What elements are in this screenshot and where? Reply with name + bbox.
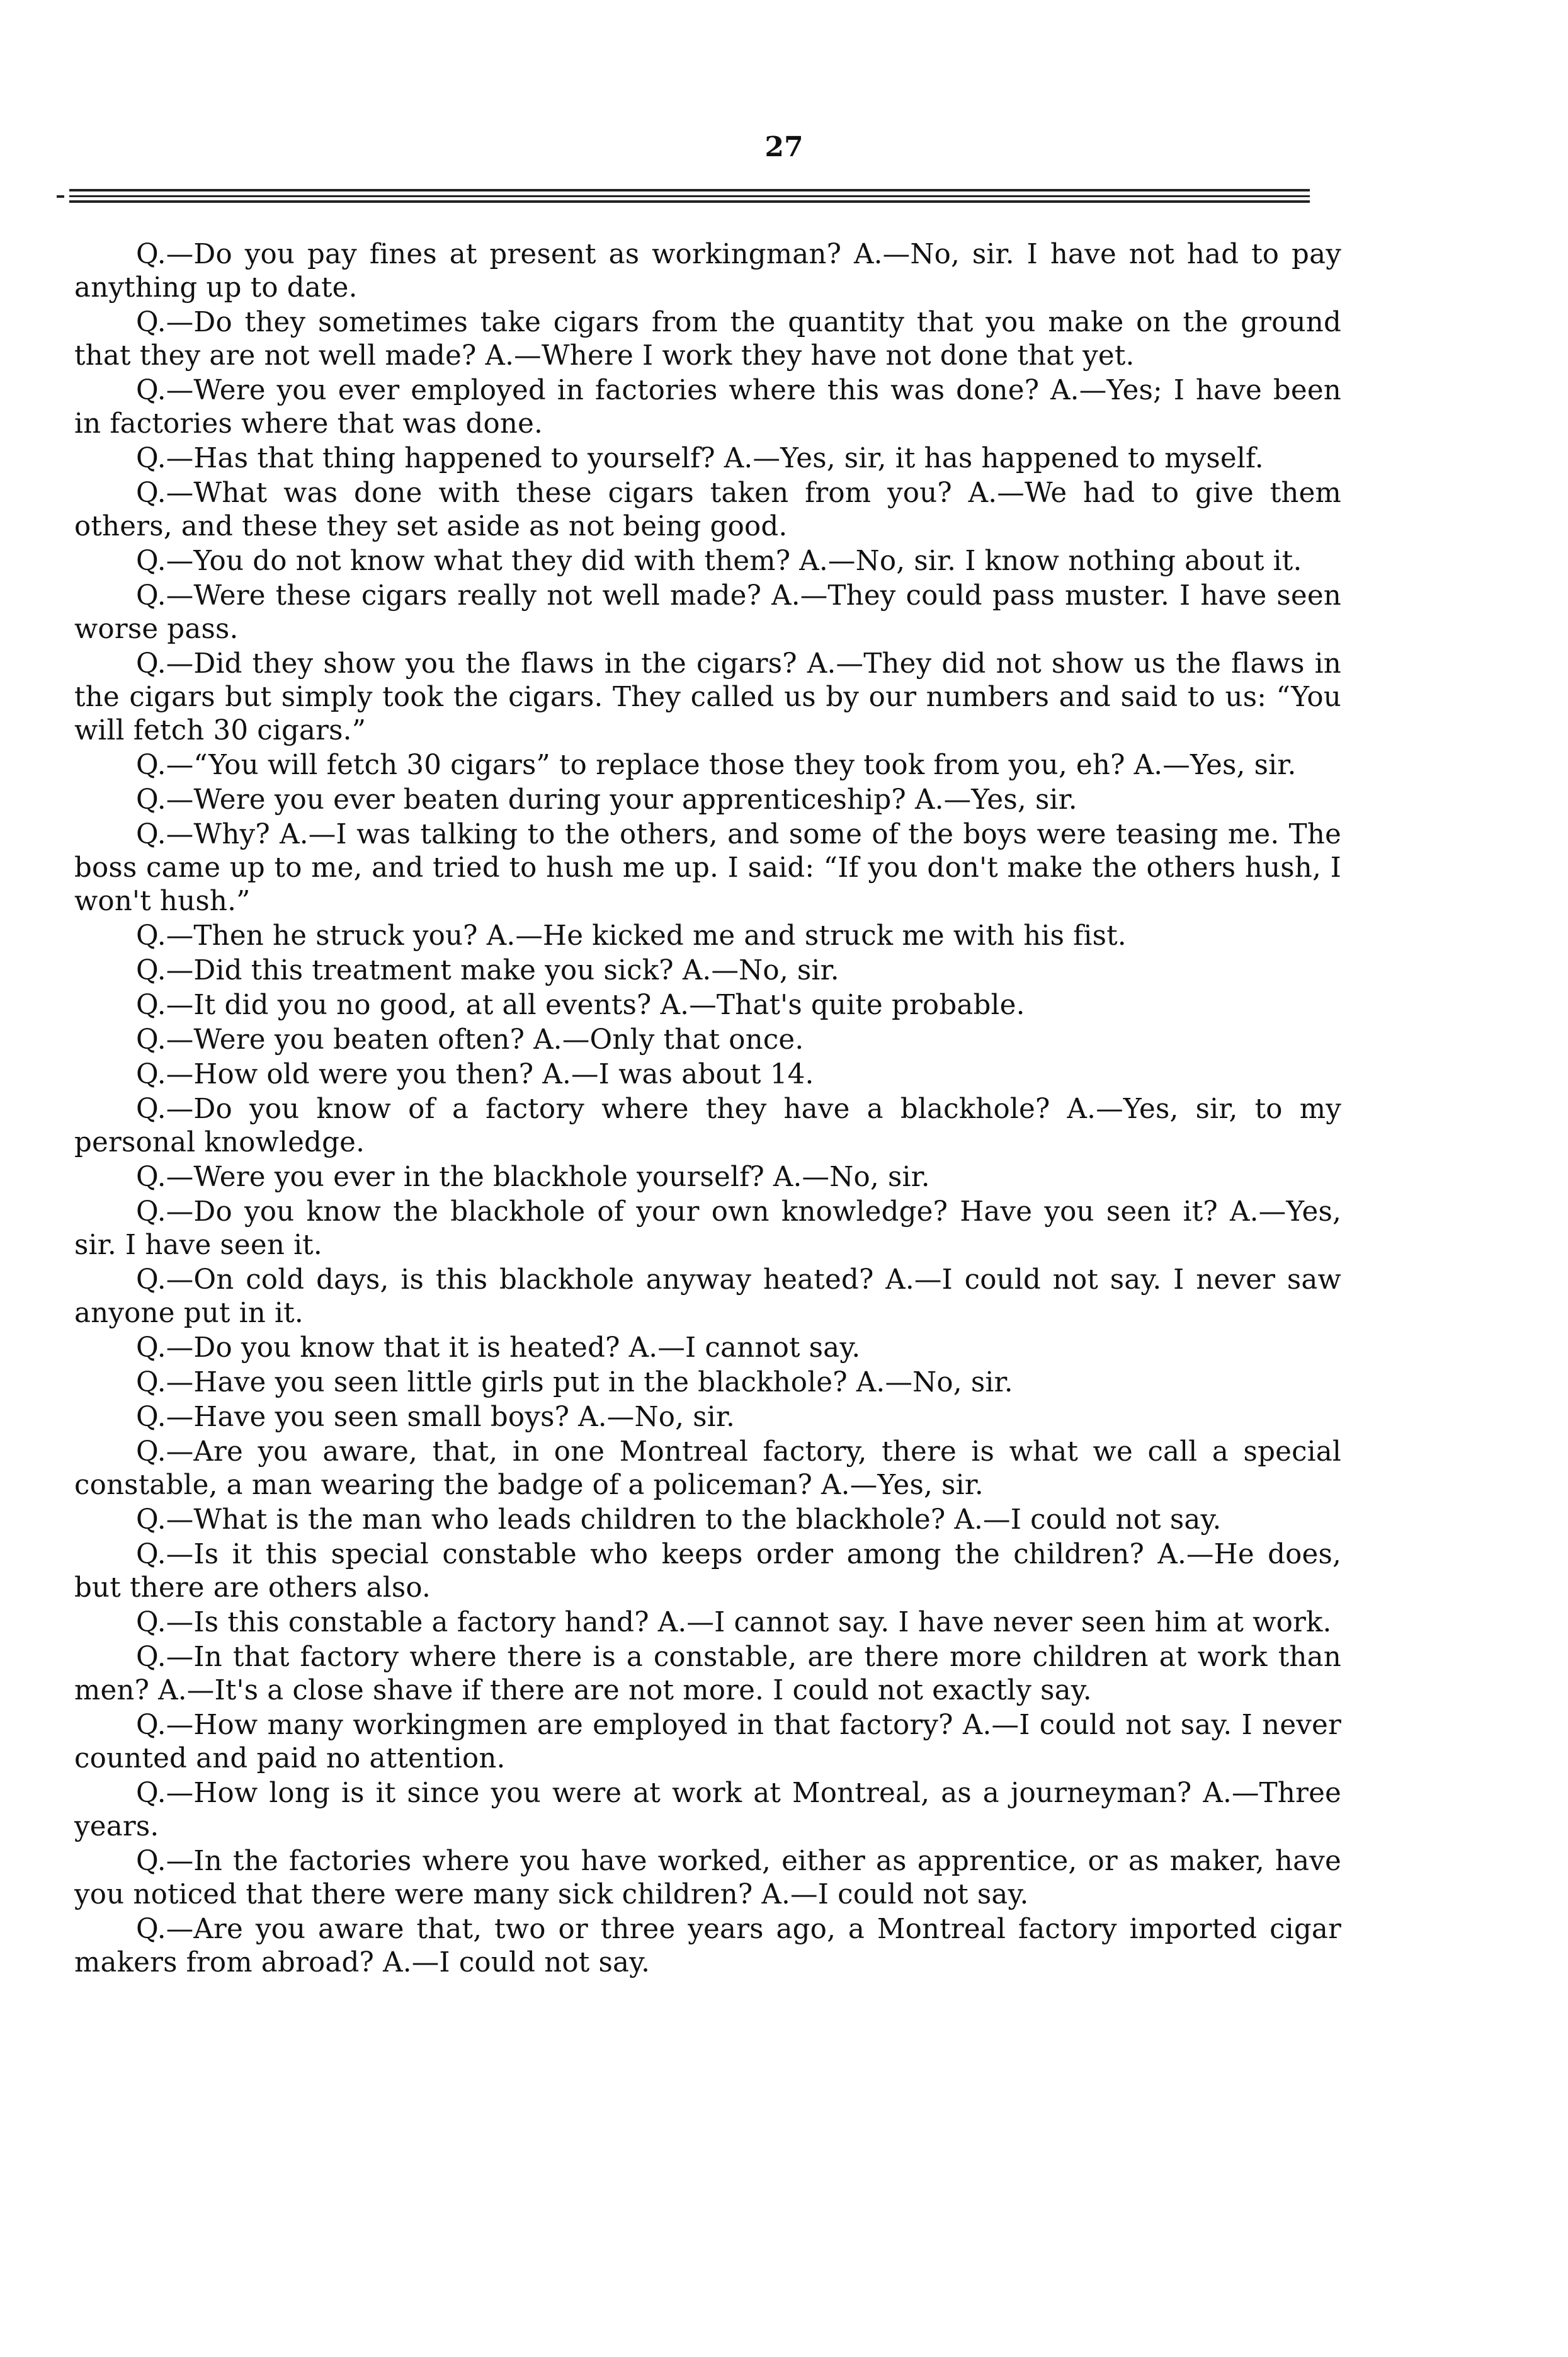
page-number: 27 <box>764 131 804 163</box>
rule-line-bottom <box>69 200 1310 203</box>
testimony-paragraph: Q.—“You will fetch 30 cigars” to replace those they took from you, eh? A.—Yes, sir. <box>136 750 1297 781</box>
testimony-paragraph: Q.—Is this constable a factory hand? A.—I cannot say. I have never seen him at work. <box>136 1607 1332 1638</box>
testimony-paragraph: Q.—On cold days, is this blackhole anyway heated? A.—I could not say. I never saw anyone put in it. <box>74 1264 1341 1329</box>
rule-line-middle <box>69 195 1310 197</box>
testimony-paragraph: Q.—How long is it since you were at work at Montreal, as a journeyman? A.—Three years. <box>74 1778 1341 1842</box>
testimony-paragraph: Q.—You do not know what they did with them? A.—No, sir. I know nothing about it. <box>136 545 1302 577</box>
testimony-paragraph: Q.—Then he struck you? A.—He kicked me and struck me with his fist. <box>136 920 1127 952</box>
testimony-paragraph: Q.—Did they show you the flaws in the cigars? A.—They did not show us the flaws in the cigars but simply took the cigars. They called us by our numbers and said to us: “You will fetch 30 cigars.” <box>74 648 1341 746</box>
testimony-paragraph: Q.—How old were you then? A.—I was about 14. <box>136 1059 814 1090</box>
testimony-paragraph: Q.—Has that thing happened to yourself? A.—Yes, sir, it has happened to myself. <box>136 443 1264 474</box>
testimony-paragraph: Q.—Do you know that it is heated? A.—I cannot say. <box>136 1332 861 1364</box>
testimony-paragraph: Q.—Have you seen small boys? A.—No, sir. <box>136 1401 736 1433</box>
testimony-paragraph: Q.—Are you aware that, two or three years ago, a Montreal factory imported cigar makers from abroad? A.—I could not say. <box>74 1914 1341 1978</box>
testimony-paragraph: Q.—Is it this special constable who keeps order among the children? A.—He does, but there are others also. <box>74 1539 1341 1604</box>
rule-tick <box>57 195 64 198</box>
testimony-paragraph: Q.—What is the man who leads children to the blackhole? A.—I could not say. <box>136 1504 1222 1536</box>
testimony-paragraph: Q.—Do you know the blackhole of your own knowledge? Have you seen it? A.—Yes, sir. I have seen it. <box>74 1196 1341 1261</box>
testimony-paragraph: Q.—Did this treatment make you sick? A.—No, sir. <box>136 955 839 986</box>
testimony-paragraph: Q.—In that factory where there is a constable, are there more children at work than men? A.—It's a close shave if there are not more. I could not exactly say. <box>74 1641 1341 1706</box>
testimony-paragraph: Q.—Were you beaten often? A.—Only that once. <box>136 1024 804 1056</box>
testimony-paragraph: Q.—Were these cigars really not well made? A.—They could pass muster. I have seen worse pass. <box>74 580 1341 645</box>
testimony-paragraph: Q.—Why? A.—I was talking to the others, and some of the boys were teasing me. The boss came up to me, and tried to hush me up. I said: “If you don't make the others hush, I won't hush.” <box>74 819 1341 917</box>
rule-line-top <box>69 189 1310 191</box>
testimony-paragraph: Q.—Were you ever employed in factories where this was done? A.—Yes; I have been in factories where that was done. <box>74 375 1341 440</box>
testimony-paragraph: Q.—Do you pay fines at present as workingman? A.—No, sir. I have not had to pay anything up to date. <box>74 239 1341 304</box>
testimony-paragraph: Q.—In the factories where you have worked, either as apprentice, or as maker, have you noticed that there were many sick children? A.—I could not say. <box>74 1846 1341 1910</box>
testimony-paragraph: Q.—Do they sometimes take cigars from the quantity that you make on the ground that they are not well made? A.—Where I work they have not done that yet. <box>74 307 1341 372</box>
testimony-paragraph: Q.—How many workingmen are employed in that factory? A.—I could not say. I never counted and paid no attention. <box>74 1709 1341 1774</box>
testimony-paragraph: Q.—Are you aware, that, in one Montreal factory, there is what we call a special constable, a man wearing the badge of a policeman? A.—Yes, sir. <box>74 1436 1341 1501</box>
testimony-paragraph: Q.—Have you seen little girls put in the blackhole? A.—No, sir. <box>136 1367 1013 1398</box>
testimony-paragraph: Q.—Were you ever in the blackhole yourself? A.—No, sir. <box>136 1161 930 1193</box>
testimony-paragraph: Q.—Were you ever beaten during your apprenticeship? A.—Yes, sir. <box>136 784 1077 816</box>
testimony-paragraph: Q.—Do you know of a factory where they have a blackhole? A.—Yes, sir, to my personal knowledge. <box>74 1093 1341 1158</box>
testimony-text <box>74 238 1341 1981</box>
header-rule <box>57 189 1310 204</box>
testimony-paragraph: Q.—What was done with these cigars taken from you? A.—We had to give them others, and these they set aside as not being good. <box>74 477 1341 542</box>
testimony-paragraph: Q.—It did you no good, at all events? A.—That's quite probable. <box>136 990 1025 1021</box>
